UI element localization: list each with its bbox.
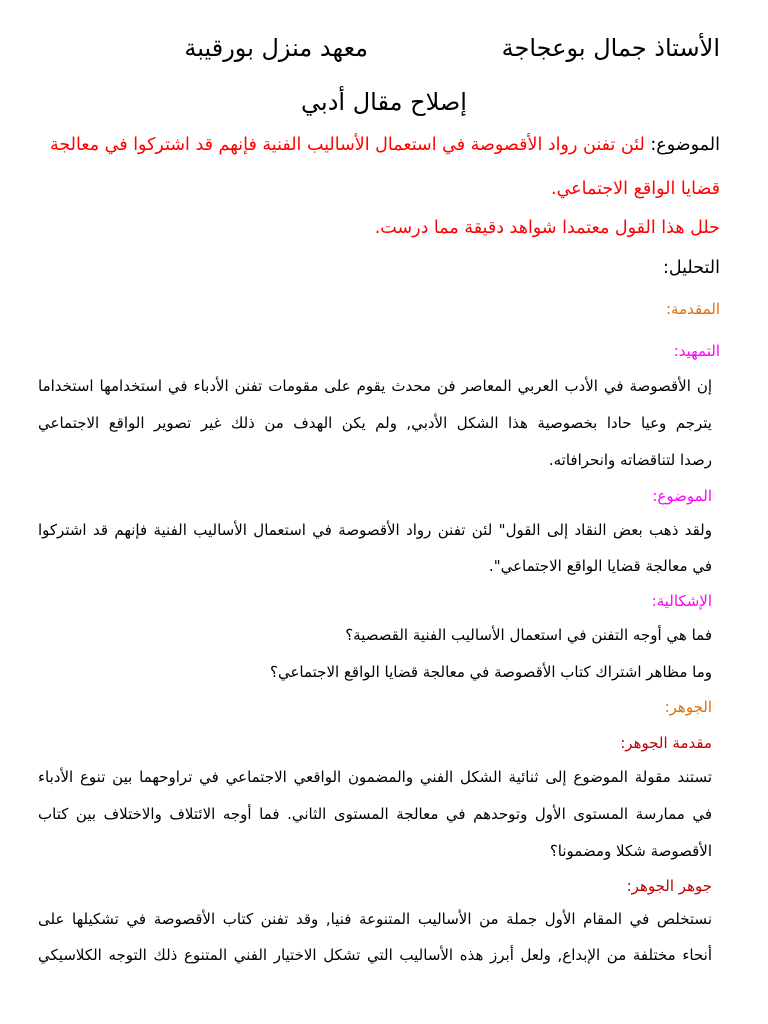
subject-line-1 <box>48 135 720 155</box>
problem-line-1: فما هي أوجه التفنن في استعمال الأساليب الفنية القصصية؟ <box>345 626 712 644</box>
intro-label: المقدمة: <box>665 300 720 318</box>
core-core-line-1: نستخلص في المقام الأول جملة من الأساليب المتنوعة فنيا, وقد تفنن كتاب الأقصوصة في تشكيلها على <box>38 910 712 928</box>
core-core-line-2: أنحاء مختلفة من الإبداع, ولعل أبرز هذه الأساليب التي تشكل الاختيار الفني المتنوع ذلك التوجه الكلاسيكي <box>38 946 712 964</box>
core-intro-line-1: تستند مقولة الموضوع إلى ثنائية الشكل الفني والمضمون الواقعي الاجتماعي في تراوحهما بين تنوع الأدباء <box>38 768 712 786</box>
subject-text-1: لئن تفنن رواد الأقصوصة في استعمال الأساليب الفنية فإنهم قد اشتركوا في معالجة <box>49 135 645 155</box>
page-title: إصلاح مقال أدبي <box>301 88 467 116</box>
subject-instruction: حلل هذا القول معتمدا شواهد دقيقة مما درست. <box>374 218 720 238</box>
preface-line-2: يترجم وعيا حادا بخصوصية هذا الشكل الأدبي, ولم يكن الهدف من ذلك غير تصوير الواقع الاجتماعي <box>38 414 712 432</box>
problem-line-2: وما مظاهر اشتراك كتاب الأقصوصة في معالجة قضايا الواقع الاجتماعي؟ <box>269 663 712 681</box>
preface-label: التمهيد: <box>673 342 720 360</box>
subject-label: الموضوع: <box>650 135 720 155</box>
core-core-label: جوهر الجوهر: <box>626 877 712 895</box>
topic-line-2: في معالجة قضايا الواقع الاجتماعي". <box>488 557 712 575</box>
teacher-name: الأستاذ جمال بوعجاجة <box>501 34 720 62</box>
preface-line-3: رصدا لتناقضاته وانحرافاته. <box>548 451 712 469</box>
preface-line-1: إن الأقصوصة في الأدب العربي المعاصر فن محدث يقوم على مقومات تفنن الأدباء في استخدامها استخداما <box>38 377 712 395</box>
problem-label: الإشكالية: <box>651 592 712 610</box>
core-label: الجوهر: <box>664 698 712 716</box>
core-intro-line-3: الأقصوصة شكلا ومضمونا؟ <box>549 842 712 860</box>
analysis-label: التحليل: <box>663 258 720 278</box>
topic-label: الموضوع: <box>652 487 712 505</box>
school-name: معهد منزل بورقيبة <box>184 34 368 62</box>
topic-line-1: ولقد ذهب بعض النقاد إلى القول" لئن تفنن رواد الأقصوصة في استعمال الأساليب الفنية فإنهم قد اشتركوا <box>38 521 712 539</box>
subject-text-2: قضايا الواقع الاجتماعي. <box>551 179 720 199</box>
core-intro-line-2: في ممارسة المستوى الأول وتوحدهم في معالجة المستوى الثاني. فما أوجه الائتلاف والاختلاف بين كتاب <box>38 805 712 823</box>
core-intro-label: مقدمة الجوهر: <box>620 734 712 752</box>
